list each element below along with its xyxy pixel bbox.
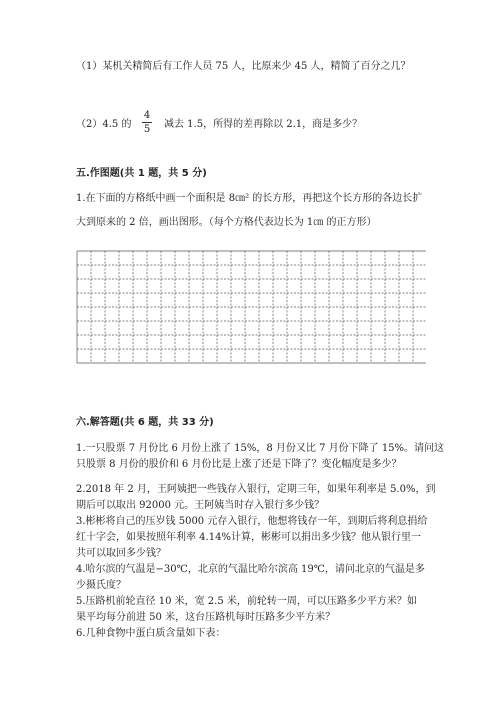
section-6-q3-line-3: 共可以取回多少钱？ bbox=[76, 548, 166, 559]
section-6-q4-line-2: 少摄氏度？ bbox=[76, 580, 126, 591]
section-5-heading: 五.作图题(共 1 题，共 5 分) bbox=[76, 168, 207, 179]
section-6-q1-line-2: 只股票 8 月份的股价和 6 月份比是上涨了还是下降了？变化幅度是多少？ bbox=[76, 459, 402, 470]
calc-question-2-suffix: 减去 1.5，所得的差再除以 2.1，商是多少？ bbox=[164, 119, 363, 130]
section-5-q1-line-2: 大到原来的 2 倍，画出图形。（每个方格代表边长为 1㎝ 的正方形） bbox=[76, 217, 377, 228]
section-6-q2-line-1: 2.2018 年 2 月，王阿姨把一些钱存入银行，定期三年，如果年利率是 5.0%，到 bbox=[76, 484, 436, 495]
calc-question-2-prefix: （2）4.5 的 bbox=[76, 119, 132, 130]
fraction-numerator: 4 bbox=[143, 110, 151, 121]
fraction-bar bbox=[142, 122, 152, 123]
section-6-q1-line-1: 1.一只股票 7 月份比 6 月份上涨了 15%，8 月份又比 7 月份下降了 15%。请问这 bbox=[76, 443, 445, 454]
section-6-q5-line-2: 果平均每分前进 50 米，这台压路机每时压路多少平方米？ bbox=[76, 612, 336, 623]
section-6-q6-line-1: 6.几种食物中蛋白质含量如下表： bbox=[76, 628, 226, 639]
square-grid-paper[interactable] bbox=[76, 250, 426, 400]
section-6-q3-line-2: 红十字会，如果按照年利率 4.14%计算，彬彬可以捐出多少钱？他从银行里一 bbox=[76, 532, 421, 543]
section-6-q4-line-1: 4.哈尔滨的气温是−30℃，北京的气温比哈尔滨高 19℃，请问北京的气温是多 bbox=[76, 564, 425, 575]
section-6-heading: 六.解答题(共 6 题，共 33 分) bbox=[76, 417, 214, 428]
calc-question-1: （1）某机关精简后有工作人员 75 人，比原来少 45 人，精简了百分之几？ bbox=[76, 61, 411, 72]
fraction-denominator: 5 bbox=[143, 124, 151, 135]
section-6-q3-line-1: 3.彬彬将自己的压岁钱 5000 元存入银行，他想将钱存一年，到期后将利息捐给 bbox=[76, 516, 428, 527]
section-5-q1-line-1: 1.在下面的方格纸中画一个面积是 8㎝² 的长方形，再把这个长方形的各边长扩 bbox=[76, 193, 423, 204]
fraction-four-fifths bbox=[141, 110, 153, 135]
section-6-q5-line-1: 5.压路机前轮直径 10 米，宽 2.5 米，前轮转一周，可以压路多少平方米？如 bbox=[76, 596, 417, 607]
section-6-q2-line-2: 期后可以取出 92000 元。王阿姨当时存入银行多少钱？ bbox=[76, 500, 325, 511]
